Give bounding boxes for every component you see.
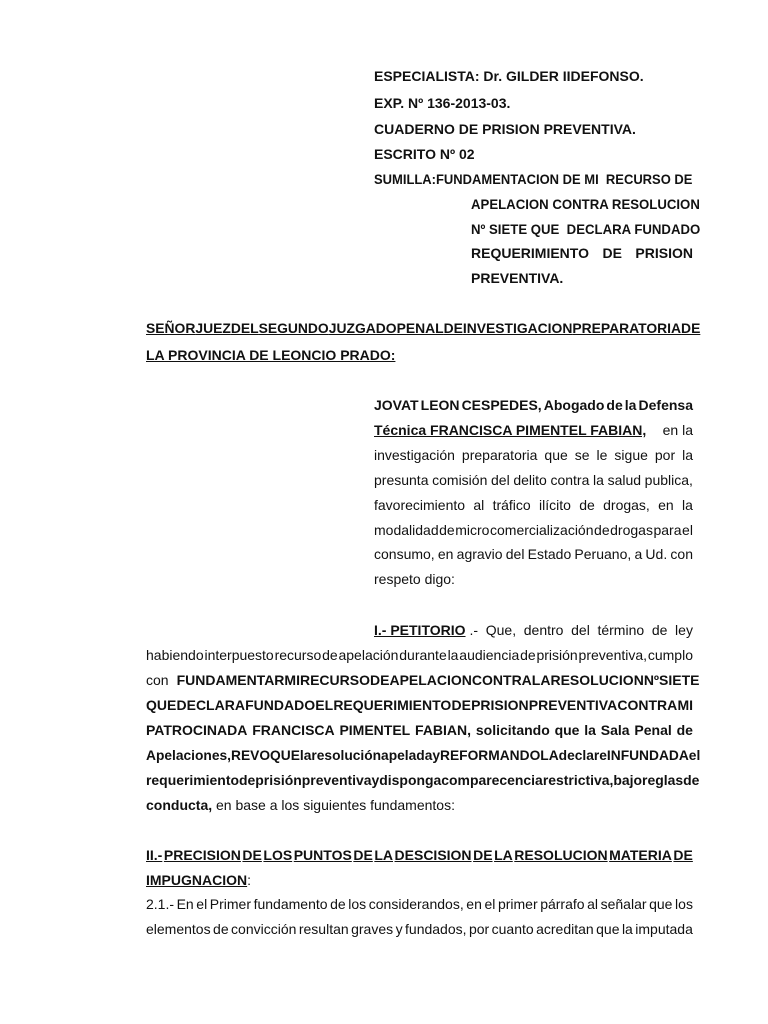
word: .- <box>469 622 479 638</box>
word: y <box>371 772 380 788</box>
word: EL <box>315 697 334 713</box>
word: Nº <box>643 672 660 688</box>
word: de <box>322 647 338 663</box>
section2-colon: : <box>247 872 252 888</box>
cuaderno-line: CUADERNO DE PRISION PREVENTIVA. <box>374 121 636 137</box>
petitorio-bold-1 <box>169 672 700 688</box>
sumilla-line-4 <box>471 245 693 261</box>
word: QUE <box>146 697 177 713</box>
word: dentro <box>523 622 564 638</box>
word: SIETE <box>659 672 700 688</box>
word: restrictiva, <box>542 772 614 788</box>
word: la <box>682 497 693 513</box>
word: sigue <box>614 447 648 463</box>
word: los <box>675 896 693 912</box>
word: resultan <box>298 921 349 937</box>
word: Que, <box>485 622 517 638</box>
word: la <box>299 747 312 763</box>
word: y <box>395 921 403 937</box>
petitorio-heading-rest <box>466 622 693 638</box>
word: DE <box>242 847 262 863</box>
word: la <box>447 647 459 663</box>
word: PRISION <box>471 697 529 713</box>
word: la <box>593 472 604 488</box>
word: de <box>579 497 595 513</box>
word: del <box>505 546 525 562</box>
word: de <box>238 772 256 788</box>
word: comparecencia <box>441 772 543 788</box>
word: bajo <box>613 772 643 788</box>
petitorio-prefix: con <box>146 672 169 688</box>
word: JUZGADO <box>328 320 397 336</box>
word: que <box>596 921 620 937</box>
word: JOVAT <box>374 397 419 413</box>
word: el <box>688 747 701 763</box>
word: Sala <box>600 722 630 738</box>
word: se <box>574 447 590 463</box>
petitorio-line-7 <box>146 772 700 788</box>
word: MATERIA <box>609 847 672 863</box>
word: a <box>634 546 643 562</box>
word: drogas <box>610 522 653 538</box>
word: apelada <box>381 747 433 763</box>
word: los <box>348 896 367 912</box>
intro-line-3 <box>374 447 693 463</box>
word: II.- <box>146 847 163 863</box>
word: PRECISION <box>163 847 241 863</box>
petitorio-line-3 <box>146 672 700 688</box>
word: PUNTOS <box>293 847 352 863</box>
word: graves <box>351 921 394 937</box>
word: por <box>654 447 676 463</box>
defendant-name: Técnica FRANCISCA PIMENTEL FABIAN, <box>374 422 647 438</box>
escrito-line: ESCRITO Nº 02 <box>374 146 475 162</box>
word: DE <box>353 847 373 863</box>
section2-heading-line-2 <box>146 872 251 888</box>
word: convicción <box>231 921 297 937</box>
word: interpuesto <box>204 647 274 663</box>
word: de <box>651 622 668 638</box>
word: 2.1.- <box>146 896 175 912</box>
word: fundamento <box>253 896 328 912</box>
petitorio-line-5 <box>146 722 693 738</box>
intro-line-5 <box>374 497 693 513</box>
word: acreditan <box>536 921 594 937</box>
intro-line-8: respeto digo: <box>374 571 455 587</box>
word: drogas, <box>603 497 650 513</box>
sumilla-first: FUNDAMENTACION DE MI RECURSO DE <box>436 171 693 187</box>
word: preventiva, <box>578 647 648 663</box>
word: micro <box>455 522 490 538</box>
word: solicitando <box>475 722 550 738</box>
word: PREPARATORIA <box>572 320 682 336</box>
word: reglas <box>642 772 684 788</box>
word: con <box>670 546 693 562</box>
petitorio-heading: I.- PETITORIO <box>374 622 466 638</box>
word: apelación <box>338 647 399 663</box>
word: audiencia <box>459 647 520 663</box>
word: RESOLUCION <box>550 672 644 688</box>
word: por <box>468 921 490 937</box>
section2-heading-end: IMPUGNACION <box>146 872 248 888</box>
word: delito <box>513 472 547 488</box>
word: DE <box>443 320 463 336</box>
intro-line-2-rest: en la <box>662 422 693 438</box>
word: DE <box>370 672 390 688</box>
word: LA <box>531 672 551 688</box>
word: FABIAN, <box>415 722 472 738</box>
addressee-line-2: LA PROVINCIA DE LEONCIO PRADO: <box>146 347 396 363</box>
word: REFORMANDOLA <box>440 747 559 763</box>
word: contra <box>550 472 590 488</box>
word: LA <box>494 847 513 863</box>
word: de <box>606 397 623 413</box>
word: fundados, <box>405 921 467 937</box>
word: declare <box>558 747 607 763</box>
word: FUNDADO <box>245 697 316 713</box>
word: el <box>484 896 496 912</box>
word: DESCISION <box>394 847 472 863</box>
word: DECLARA <box>176 697 245 713</box>
word: que <box>554 722 580 738</box>
petitorio-line-6 <box>146 747 701 763</box>
word: REQUERIMIENTO <box>333 697 452 713</box>
word: investigación <box>374 447 455 463</box>
sumilla-line-5: PREVENTIVA. <box>471 270 564 286</box>
word: INVESTIGACION <box>462 320 573 336</box>
word: disponga <box>379 772 442 788</box>
word: señalar <box>600 896 647 912</box>
especialista-line: ESPECIALISTA: Dr. GILDER IIDEFONSO. <box>374 68 644 84</box>
sumilla-line-3: Nº SIETE QUE DECLARA FUNDADO <box>471 221 701 237</box>
word: publica, <box>644 472 693 488</box>
word: LA <box>374 847 393 863</box>
word: de <box>683 772 700 788</box>
word: prisión <box>255 772 302 788</box>
word: JUEZ <box>195 320 231 336</box>
word: DE <box>473 847 493 863</box>
word: Abogado <box>543 397 605 413</box>
word: en <box>658 497 674 513</box>
word: al <box>587 896 599 912</box>
petitorio-last-rest: en base a los siguientes fundamentos: <box>216 797 455 813</box>
word: y <box>432 747 441 763</box>
word: la <box>682 447 693 463</box>
word: preventiva <box>301 772 372 788</box>
word: del <box>491 472 510 488</box>
word: presunta <box>374 472 429 488</box>
word: DE <box>673 847 693 863</box>
word: DEL <box>230 320 259 336</box>
petitorio-line-8 <box>146 797 455 813</box>
word: LEON <box>420 397 460 413</box>
word: comercialización <box>490 522 594 538</box>
section2-line-1 <box>146 896 693 912</box>
word: de <box>213 921 229 937</box>
word: PATROCINADA <box>146 722 248 738</box>
word: de <box>330 896 346 912</box>
petitorio-line-2 <box>146 647 693 663</box>
intro-line-1 <box>374 397 693 413</box>
sumilla-line-2: APELACION CONTRA RESOLUCION <box>471 196 700 212</box>
word: que <box>544 447 568 463</box>
word: de <box>520 647 536 663</box>
section2-line-2 <box>146 921 693 937</box>
petitorio-line-1 <box>374 622 693 638</box>
word: ilícito <box>539 497 571 513</box>
word: SEGUNDO <box>258 320 329 336</box>
word: requerimiento <box>146 772 239 788</box>
word: RESOLUCION <box>514 847 608 863</box>
word: INFUNDADA <box>606 747 689 763</box>
word: prisión <box>536 647 578 663</box>
petitorio-last-bold: conducta, <box>146 797 213 813</box>
word: la <box>621 921 633 937</box>
word: en <box>466 896 482 912</box>
word: En <box>176 896 194 912</box>
word: DE <box>602 245 622 261</box>
word: el <box>196 896 208 912</box>
word: del <box>571 622 590 638</box>
word: consumo, <box>374 546 435 562</box>
word: modalidad <box>374 522 439 538</box>
word: Estado <box>527 546 572 562</box>
word: DE <box>451 697 471 713</box>
intro-line-7 <box>374 546 693 562</box>
word: REQUERIMIENTO <box>471 245 589 261</box>
word: considerandos, <box>368 896 464 912</box>
word: preparatoria <box>461 447 538 463</box>
intro-line-2 <box>374 422 693 438</box>
word: agravio <box>456 546 503 562</box>
word: PRISION <box>635 245 693 261</box>
word: en <box>437 546 454 562</box>
word: para <box>653 522 682 538</box>
sumilla-line <box>374 171 693 187</box>
word: SEÑOR <box>146 320 196 336</box>
word: párrafo <box>540 896 585 912</box>
word: el <box>682 522 693 538</box>
word: RECURSO <box>299 672 370 688</box>
word: Ud. <box>645 546 668 562</box>
word: FUNDAMENTAR <box>176 672 285 688</box>
word: DE <box>681 320 701 336</box>
intro-line-6 <box>374 522 693 538</box>
word: Apelaciones, <box>146 747 231 763</box>
word: cuanto <box>491 921 534 937</box>
word: la <box>624 397 637 413</box>
word: término <box>597 622 645 638</box>
word: al <box>473 497 485 513</box>
word: MI <box>677 697 693 713</box>
word: la <box>584 722 596 738</box>
word: primer <box>497 896 538 912</box>
word: MI <box>284 672 300 688</box>
intro-line-4 <box>374 472 693 488</box>
word: de <box>676 722 693 738</box>
word: FRANCISCA <box>252 722 335 738</box>
word: CONTRA <box>471 672 532 688</box>
word: Penal <box>634 722 672 738</box>
word: PIMENTEL <box>339 722 411 738</box>
word: resolución <box>311 747 382 763</box>
petitorio-line-4 <box>146 697 693 713</box>
word: recurso <box>274 647 322 663</box>
expediente-line: EXP. Nº 136-2013-03. <box>374 95 511 111</box>
word: tráfico <box>492 497 531 513</box>
word: comisión <box>432 472 488 488</box>
word: Defensa <box>638 397 693 413</box>
word: imputada <box>635 921 693 937</box>
word: PREVENTIVA <box>528 697 618 713</box>
addressee-line-1 <box>146 320 701 336</box>
word: que <box>649 896 673 912</box>
word: REVOQUE <box>230 747 300 763</box>
sumilla-label: SUMILLA: <box>374 171 437 187</box>
word: LOS <box>263 847 293 863</box>
word: elementos <box>146 921 211 937</box>
word: PENAL <box>396 320 444 336</box>
section2-heading-line-1 <box>146 847 693 863</box>
word: CESPEDES, <box>461 397 542 413</box>
word: Peruano, <box>574 546 632 562</box>
word: favorecimiento <box>374 497 466 513</box>
word: salud <box>607 472 642 488</box>
word: de <box>439 522 455 538</box>
word: ley <box>675 622 693 638</box>
word: APELACION <box>389 672 472 688</box>
word: Primer <box>209 896 252 912</box>
word: CONTRA <box>617 697 678 713</box>
word: le <box>596 447 608 463</box>
word: habiendo <box>146 647 204 663</box>
word: cumplo <box>647 647 693 663</box>
word: durante <box>399 647 447 663</box>
word: de <box>594 522 610 538</box>
